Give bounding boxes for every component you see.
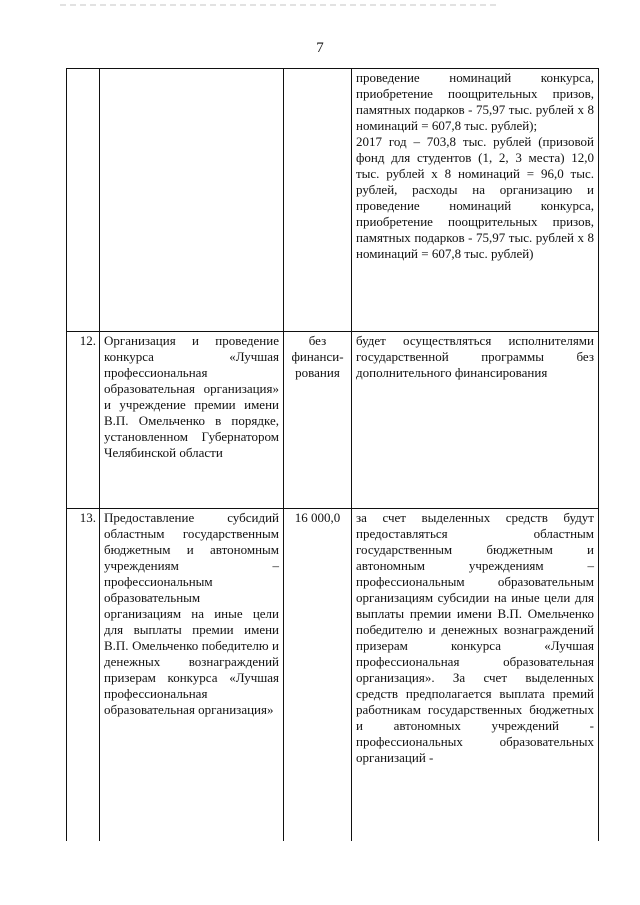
page-number: 7: [316, 40, 324, 56]
event-cell: Организация и проведение конкурса «Лучшая профессиональная образовательная организация» и учреждение премии имени В.П. Омельченко в порядке, установленном Губернатором Челябинской области: [100, 332, 284, 509]
notes-paragraph: проведение номинаций конкурса, приобретение поощрительных призов, памятных подарков - 75,97 тыс. рублей х 8 номинаций = 607,8 тыс. рублей);: [356, 70, 594, 133]
scan-artifact-line: [60, 4, 500, 6]
funding-cell: [284, 69, 352, 332]
notes-paragraph: будет осуществляться исполнителями государственной программы без дополнительного финансирования: [356, 333, 594, 380]
row-number: 13.: [67, 509, 100, 842]
table-row: [67, 332, 599, 509]
table-row: [67, 509, 599, 842]
table-row: [67, 69, 599, 332]
notes-paragraph: 2017 год – 703,8 тыс. рублей (призовой фонд для студентов (1, 2, 3 места) 12,0 тыс. рублей х 8 номинаций = 96,0 тыс. рублей, расходы на организацию и проведение номинаций конкурса, приобретение поощрительных призов, памятных подарков - 75,97 тыс. рублей х 8 номинаций = 607,8 тыс. рублей): [356, 134, 594, 261]
program-table: [66, 68, 599, 841]
funding-cell: без финанси-рования: [284, 332, 352, 509]
row-number: [67, 69, 100, 332]
notes-cell: [352, 332, 599, 509]
notes-cell: [352, 69, 599, 332]
row-number: 12.: [67, 332, 100, 509]
funding-cell: 16 000,0: [284, 509, 352, 842]
event-cell: [100, 69, 284, 332]
notes-cell: [352, 509, 599, 842]
notes-paragraph: за счет выделенных средств будут предоставляться областным государственным бюджетным и автономным учреждениям – профессиональным образовательным организациям субсидии на иные цели для выплаты премии имени В.П. Омельченко победителю и денежных вознаграждений призерам конкурса «Лучшая профессиональная образовательная организация». За счет выделенных средств предполагается выплата премий работникам государственных бюджетных и автономных учреждений - профессиональных образовательных организаций -: [356, 510, 594, 765]
event-cell: Предоставление субсидий областным государственным бюджетным и автономным учреждениям – профессиональным образовательным организациям на иные цели для выплаты премии имени В.П. Омельченко победителю и денежных вознаграждений призерам конкурса «Лучшая профессиональная образовательная организация»: [100, 509, 284, 842]
